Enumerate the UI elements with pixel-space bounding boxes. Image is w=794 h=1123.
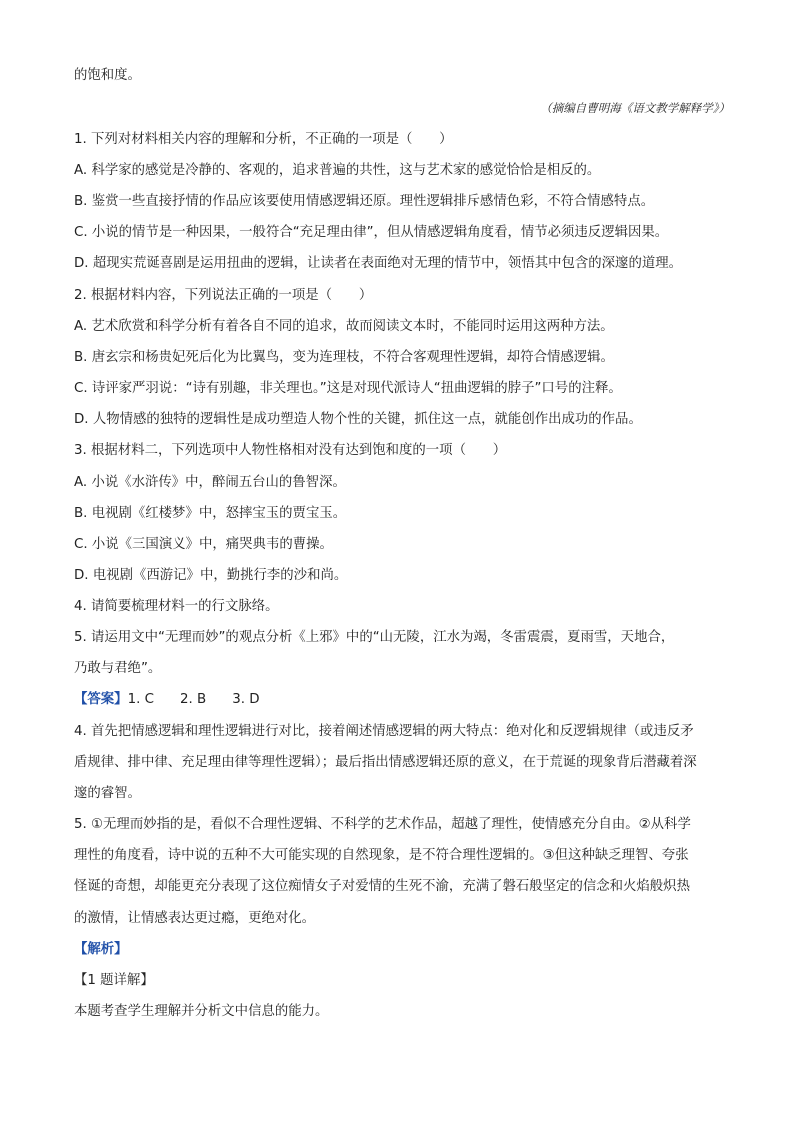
lead-text: 的饱和度。 (74, 68, 141, 83)
answer-2: 2. B (179, 692, 207, 707)
q2-option-b: B. 唐玄宗和杨贵妃死后化为比翼鸟，变为连理枝，不符合客观理性逻辑，却符合情感逻辑。 (74, 350, 614, 365)
a5-line1: 5. ①无理而妙指的是，看似不合理性逻辑、不科学的艺术作品，超越了理性，使情感充分自由。②从科学 (74, 817, 691, 832)
q2-option-a: A. 艺术欣赏和科学分析有着各自不同的追求，故而阅读文本时，不能同时运用这两种方法。 (74, 319, 614, 334)
q1-option-a: A. 科学家的感觉是冷静的、客观的，追求普遍的共性，这与艺术家的感觉恰恰是相反的。 (74, 163, 601, 178)
a5-line4: 的激情，让情感表达更过瘾，更绝对化。 (74, 911, 316, 926)
a4-line2: 盾规律、排中律、充足理由律等理性逻辑）；最后指出情感逻辑还原的意义，在于荒诞的现象背后潜藏着深 (74, 755, 697, 770)
a5-line2: 理性的角度看，诗中说的五种不大可能实现的自然现象，是不符合理性逻辑的。③但这种缺乏理智、夸张 (74, 848, 689, 863)
a5-line3: 怪诞的奇想，却能更充分表现了这位痴情女子对爱情的生死不渝，充满了磐石般坚定的信念和火焰般炽热 (74, 879, 690, 894)
q1-option-d: D. 超现实荒诞喜剧是运用扭曲的逻辑，让读者在表面绝对无理的情节中，领悟其中包含的深邃的道理。 (74, 256, 683, 271)
q3-option-a: A. 小说《水浒传》中，醉闹五台山的鲁智深。 (74, 475, 346, 490)
q3-option-c: C. 小说《三国演义》中，痛哭典韦的曹操。 (74, 537, 333, 552)
q4-stem: 4. 请简要梳理材料一的行文脉络。 (74, 599, 279, 614)
citation: （摘编自曹明海《语文教学解释学》） (540, 101, 730, 115)
answer-1: 1. C (127, 692, 154, 707)
q1-option-b: B. 鉴赏一些直接抒情的作品应该要使用情感逻辑还原。理性逻辑排斥感情色彩，不符合情感特点。 (74, 194, 655, 209)
q2-stem: 2. 根据材料内容，下列说法正确的一项是（ ） (74, 288, 373, 303)
analysis-label: 【解析】 (74, 942, 128, 957)
q3-option-d: D. 电视剧《西游记》中，勤挑行李的沙和尚。 (74, 568, 348, 583)
q5-stem-line2: 乃敢与君绝”。 (74, 661, 162, 676)
a4-line3: 邃的睿智。 (74, 786, 141, 801)
q1-option-c: C. 小说的情节是一种因果，一般符合“充足理由律”，但从情感逻辑角度看，情节必须违反逻辑因果。 (74, 225, 669, 240)
a4-line1: 4. 首先把情感逻辑和理性逻辑进行对比，接着阐述情感逻辑的两大特点：绝对化和反逻辑规律（或违反矛 (74, 724, 694, 739)
q2-option-d: D. 人物情感的独特的逻辑性是成功塑造人物个性的关键，抓住这一点，就能创作出成功的作品。 (74, 412, 642, 427)
q3-stem: 3. 根据材料二，下列选项中人物性格相对没有达到饱和度的一项（ ） (74, 443, 507, 458)
q5-stem-line1: 5. 请运用文中“无理而妙”的观点分析《上邪》中的“山无陵，江水为竭，冬雷震震，夏雨雪，天地合， (74, 630, 675, 645)
q3-option-b: B. 电视剧《红楼梦》中，怒摔宝玉的贾宝玉。 (74, 506, 347, 521)
q2-option-c: C. 诗评家严羽说：“诗有别趣，非关理也。”这是对现代派诗人“扭曲逻辑的脖子”口号的注释。 (74, 381, 622, 396)
detail-text: 本题考查学生理解并分析文中信息的能力。 (74, 1004, 329, 1019)
answer-label: 【答案】 (74, 692, 128, 707)
q1-stem: 1. 下列对材料相关内容的理解和分析，不正确的一项是（ ） (74, 132, 453, 147)
answer-3: 3. D (232, 692, 260, 707)
detail-label: 【1 题详解】 (74, 973, 154, 988)
answer-row (74, 692, 730, 708)
